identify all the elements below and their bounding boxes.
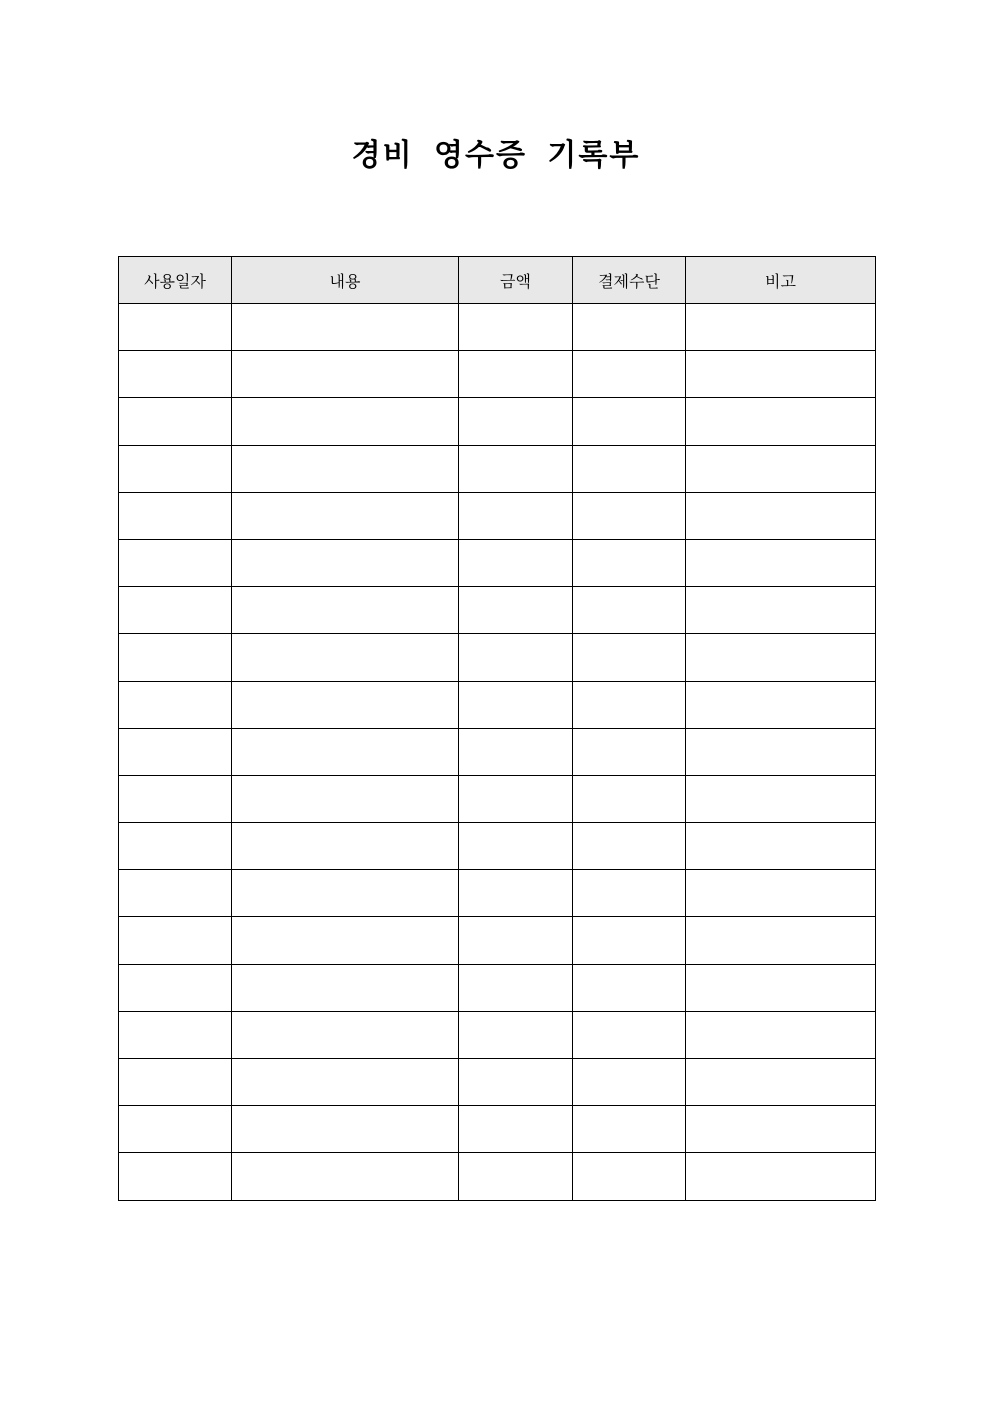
table-row bbox=[119, 728, 876, 775]
table-row bbox=[119, 1011, 876, 1058]
cell-description bbox=[232, 1059, 459, 1106]
cell-description bbox=[232, 398, 459, 445]
cell-amount bbox=[459, 1153, 573, 1200]
cell-amount bbox=[459, 917, 573, 964]
table-row bbox=[119, 304, 876, 351]
cell-remarks bbox=[686, 728, 876, 775]
cell-payment-method bbox=[573, 1153, 686, 1200]
cell-date bbox=[119, 917, 232, 964]
cell-date bbox=[119, 634, 232, 681]
cell-remarks bbox=[686, 634, 876, 681]
table-row bbox=[119, 1106, 876, 1153]
cell-amount bbox=[459, 870, 573, 917]
cell-payment-method bbox=[573, 351, 686, 398]
table-row bbox=[119, 492, 876, 539]
table-row bbox=[119, 351, 876, 398]
cell-description bbox=[232, 681, 459, 728]
expense-ledger-table bbox=[118, 256, 876, 1201]
table-row bbox=[119, 1059, 876, 1106]
cell-remarks bbox=[686, 775, 876, 822]
cell-amount bbox=[459, 304, 573, 351]
cell-date bbox=[119, 823, 232, 870]
cell-date bbox=[119, 1106, 232, 1153]
cell-date bbox=[119, 539, 232, 586]
cell-payment-method bbox=[573, 587, 686, 634]
cell-amount bbox=[459, 445, 573, 492]
cell-description bbox=[232, 445, 459, 492]
cell-payment-method bbox=[573, 445, 686, 492]
cell-amount bbox=[459, 398, 573, 445]
cell-remarks bbox=[686, 351, 876, 398]
cell-date bbox=[119, 681, 232, 728]
table-row bbox=[119, 445, 876, 492]
table-row bbox=[119, 823, 876, 870]
table-row bbox=[119, 681, 876, 728]
cell-amount bbox=[459, 587, 573, 634]
cell-payment-method bbox=[573, 398, 686, 445]
cell-date bbox=[119, 351, 232, 398]
cell-payment-method bbox=[573, 1011, 686, 1058]
cell-date bbox=[119, 587, 232, 634]
cell-date bbox=[119, 1011, 232, 1058]
cell-remarks bbox=[686, 539, 876, 586]
cell-payment-method bbox=[573, 1059, 686, 1106]
cell-description bbox=[232, 870, 459, 917]
cell-description bbox=[232, 492, 459, 539]
cell-description bbox=[232, 775, 459, 822]
cell-payment-method bbox=[573, 681, 686, 728]
page-title: 경비 영수증 기록부 bbox=[351, 138, 641, 173]
table-row bbox=[119, 587, 876, 634]
cell-description bbox=[232, 351, 459, 398]
table-row bbox=[119, 775, 876, 822]
cell-amount bbox=[459, 1059, 573, 1106]
cell-amount bbox=[459, 964, 573, 1011]
cell-payment-method bbox=[573, 492, 686, 539]
cell-date bbox=[119, 1059, 232, 1106]
column-header-description: 내용 bbox=[232, 257, 459, 304]
cell-payment-method bbox=[573, 1106, 686, 1153]
cell-description bbox=[232, 1153, 459, 1200]
cell-amount bbox=[459, 728, 573, 775]
cell-date bbox=[119, 964, 232, 1011]
cell-description bbox=[232, 964, 459, 1011]
cell-payment-method bbox=[573, 304, 686, 351]
cell-remarks bbox=[686, 1153, 876, 1200]
cell-description bbox=[232, 1106, 459, 1153]
cell-remarks bbox=[686, 964, 876, 1011]
cell-date bbox=[119, 398, 232, 445]
table-row bbox=[119, 539, 876, 586]
cell-amount bbox=[459, 1106, 573, 1153]
cell-date bbox=[119, 728, 232, 775]
cell-payment-method bbox=[573, 634, 686, 681]
cell-description bbox=[232, 823, 459, 870]
cell-description bbox=[232, 587, 459, 634]
table-row bbox=[119, 964, 876, 1011]
table-row bbox=[119, 398, 876, 445]
cell-remarks bbox=[686, 681, 876, 728]
cell-remarks bbox=[686, 492, 876, 539]
cell-payment-method bbox=[573, 728, 686, 775]
cell-date bbox=[119, 1153, 232, 1200]
cell-amount bbox=[459, 823, 573, 870]
cell-payment-method bbox=[573, 870, 686, 917]
cell-payment-method bbox=[573, 823, 686, 870]
column-header-payment-method: 결제수단 bbox=[573, 257, 686, 304]
cell-amount bbox=[459, 634, 573, 681]
cell-remarks bbox=[686, 304, 876, 351]
table-row bbox=[119, 1153, 876, 1200]
cell-remarks bbox=[686, 1059, 876, 1106]
cell-amount bbox=[459, 539, 573, 586]
cell-remarks bbox=[686, 1011, 876, 1058]
cell-description bbox=[232, 917, 459, 964]
cell-description bbox=[232, 634, 459, 681]
cell-remarks bbox=[686, 870, 876, 917]
cell-date bbox=[119, 304, 232, 351]
header-row bbox=[119, 257, 876, 304]
cell-description bbox=[232, 728, 459, 775]
cell-amount bbox=[459, 492, 573, 539]
cell-payment-method bbox=[573, 775, 686, 822]
cell-amount bbox=[459, 351, 573, 398]
cell-date bbox=[119, 775, 232, 822]
cell-remarks bbox=[686, 445, 876, 492]
cell-remarks bbox=[686, 823, 876, 870]
cell-remarks bbox=[686, 587, 876, 634]
cell-amount bbox=[459, 1011, 573, 1058]
cell-amount bbox=[459, 775, 573, 822]
cell-remarks bbox=[686, 917, 876, 964]
cell-date bbox=[119, 870, 232, 917]
cell-date bbox=[119, 492, 232, 539]
cell-description bbox=[232, 304, 459, 351]
cell-date bbox=[119, 445, 232, 492]
table-row bbox=[119, 634, 876, 681]
table-row bbox=[119, 917, 876, 964]
cell-payment-method bbox=[573, 539, 686, 586]
cell-payment-method bbox=[573, 917, 686, 964]
column-header-date: 사용일자 bbox=[119, 257, 232, 304]
column-header-amount: 금액 bbox=[459, 257, 573, 304]
cell-remarks bbox=[686, 1106, 876, 1153]
cell-description bbox=[232, 1011, 459, 1058]
table-row bbox=[119, 870, 876, 917]
column-header-remarks: 비고 bbox=[686, 257, 876, 304]
cell-payment-method bbox=[573, 964, 686, 1011]
cell-amount bbox=[459, 681, 573, 728]
cell-description bbox=[232, 539, 459, 586]
cell-remarks bbox=[686, 398, 876, 445]
